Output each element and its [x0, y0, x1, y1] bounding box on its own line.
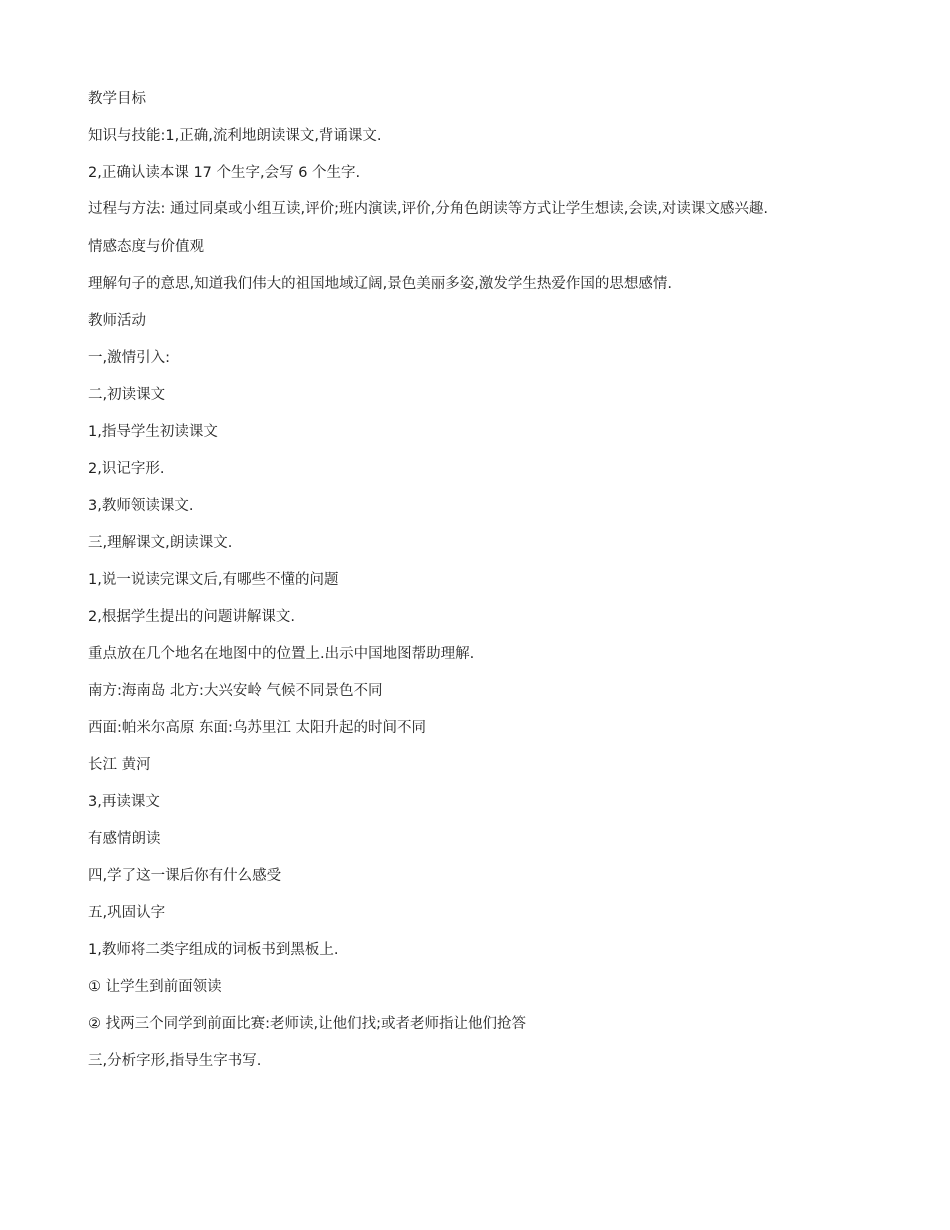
heading-emotion-values: 情感态度与价值观 — [88, 239, 204, 255]
section-heading: 三,分析字形,指导生字书写. — [88, 1053, 262, 1069]
section-heading: 四,学了这一课后你有什么感受 — [88, 868, 282, 884]
document-page — [88, 84, 868, 1083]
section-heading: 二,初读课文 — [88, 387, 166, 403]
text-line: 长江 黄河 — [88, 757, 151, 773]
list-item: 1,教师将二类字组成的词板书到黑板上. — [88, 942, 339, 958]
list-item: 2,识记字形. — [88, 461, 165, 477]
list-item: ① 让学生到前面领读 — [88, 979, 222, 995]
section-heading: 五,巩固认字 — [88, 905, 166, 921]
text-line: 知识与技能:1,正确,流利地朗读课文,背诵课文. — [88, 128, 382, 144]
section-heading: 三,理解课文,朗读课文. — [88, 535, 233, 551]
text-line: 有感情朗读 — [88, 831, 161, 847]
list-item: ② 找两三个同学到前面比赛:老师读,让他们找;或者老师指让他们抢答 — [88, 1016, 526, 1032]
heading-teacher-activity: 教师活动 — [88, 313, 146, 329]
text-line: 2,正确认读本课 17 个生字,会写 6 个生字. — [88, 165, 361, 181]
text-paragraph: 过程与方法: 通过同桌或小组互读,评价;班内演读,评价,分角色朗读等方式让学生想读,会读,对读课文感兴趣. — [88, 201, 769, 217]
list-item: 1,指导学生初读课文 — [88, 424, 218, 440]
list-item: 3,教师领读课文. — [88, 498, 194, 514]
text-line: 重点放在几个地名在地图中的位置上.出示中国地图帮助理解. — [88, 646, 475, 662]
section-heading: 一,激情引入: — [88, 350, 170, 366]
list-item: 3,再读课文 — [88, 794, 160, 810]
text-line: 西面:帕米尔高原 东面:乌苏里江 太阳升起的时间不同 — [88, 720, 426, 736]
text-line: 理解句子的意思,知道我们伟大的祖国地域辽阔,景色美丽多姿,激发学生热爱作国的思想感情. — [88, 276, 672, 292]
text-line: 南方:海南岛 北方:大兴安岭 气候不同景色不同 — [88, 683, 383, 699]
list-item: 1,说一说读完课文后,有哪些不懂的问题 — [88, 572, 339, 588]
list-item: 2,根据学生提出的问题讲解课文. — [88, 609, 295, 625]
heading-teaching-goals: 教学目标 — [88, 91, 146, 107]
